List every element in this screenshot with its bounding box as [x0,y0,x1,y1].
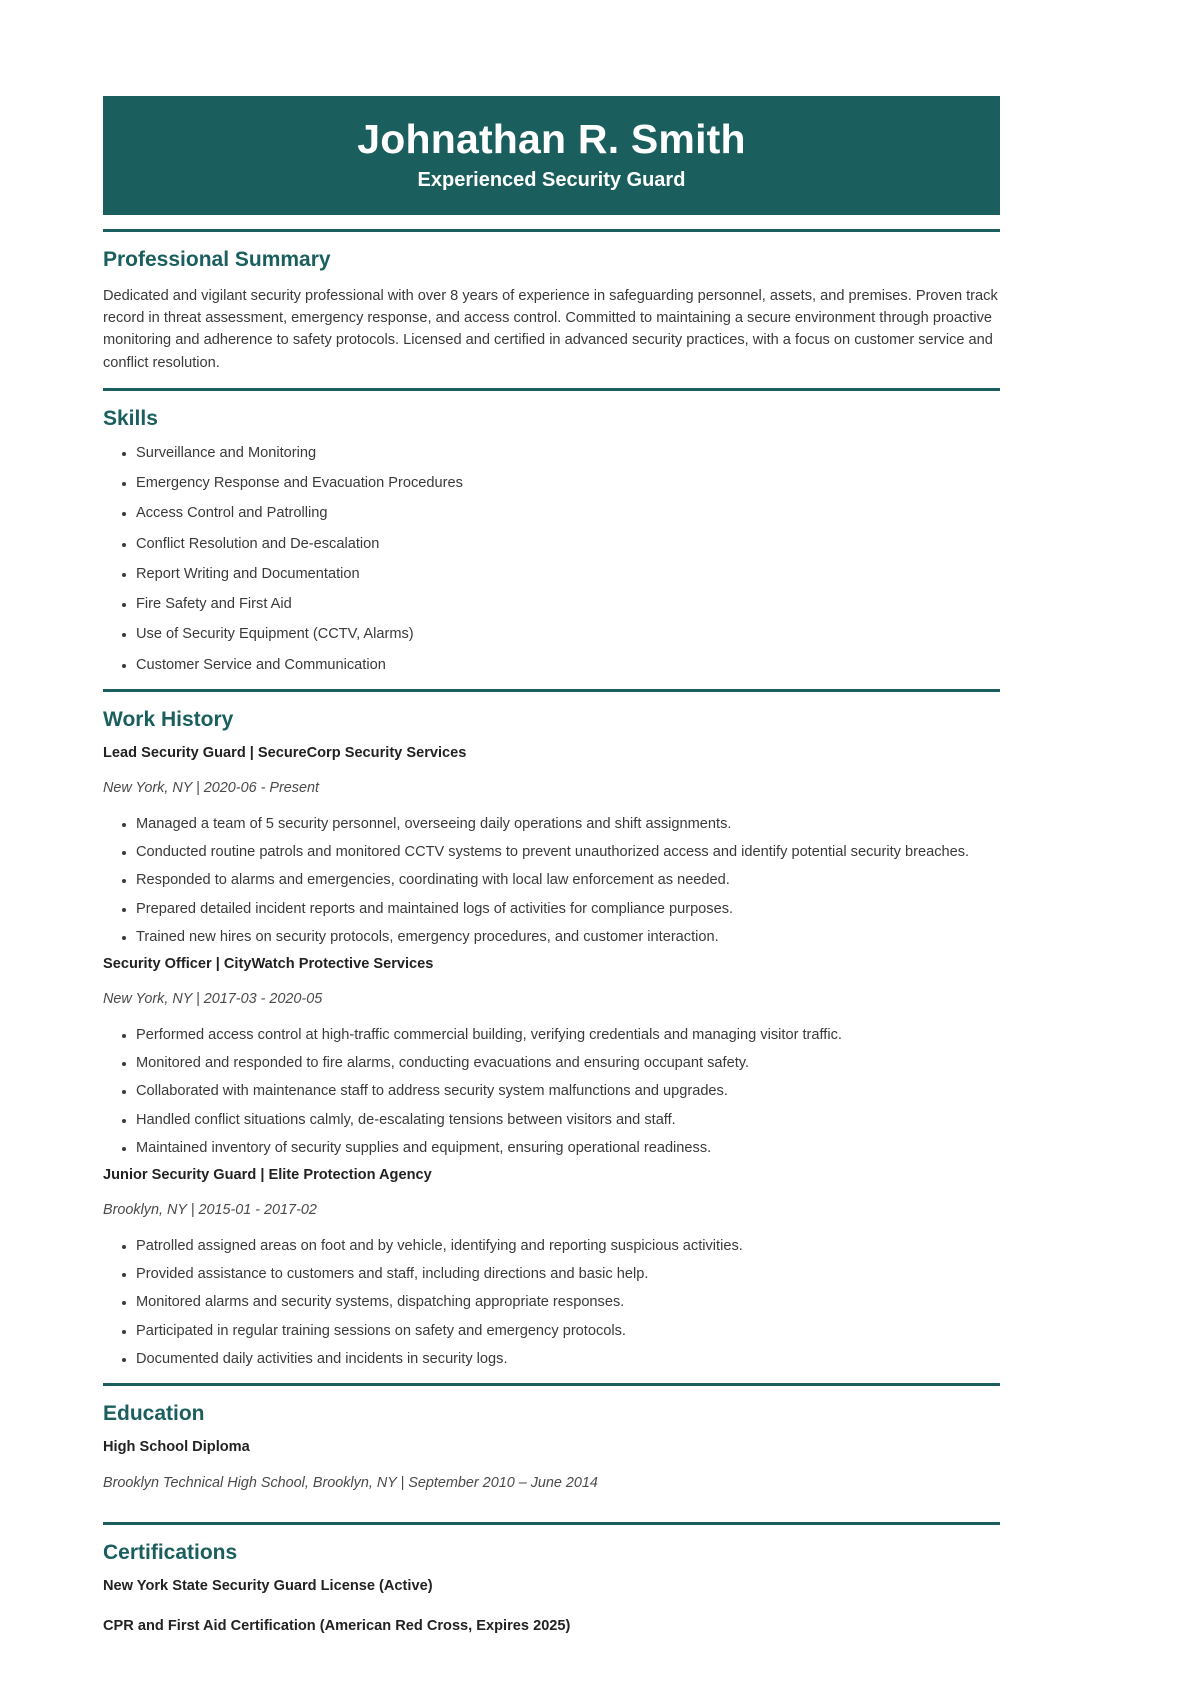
candidate-name: Johnathan R. Smith [357,116,746,162]
section-divider [103,229,1000,232]
job-bullet-list [103,1237,1000,1369]
job-bullet: Monitored and responded to fire alarms, conducting evacuations and ensuring occupant safety. [103,1054,1000,1073]
job-bullet: Monitored alarms and security systems, dispatching appropriate responses. [103,1293,1000,1312]
job-list [103,745,1000,1369]
job-bullet: Performed access control at high-traffic commercial building, verifying credentials and managing visitor traffic. [103,1026,1000,1045]
skill-item: Use of Security Equipment (CCTV, Alarms) [103,625,1000,644]
section-heading-certifications: Certifications [103,1540,238,1564]
job-entry [103,745,1000,947]
skill-item: Fire Safety and First Aid [103,595,1000,614]
job-bullet: Prepared detailed incident reports and maintained logs of activities for compliance purposes. [103,900,1000,919]
section-work-history [103,708,1000,1369]
section-professional-summary [103,248,1000,374]
section-divider [103,1522,1000,1525]
job-title: Junior Security Guard | Elite Protection Agency [103,1167,432,1184]
job-bullet: Maintained inventory of security supplies and equipment, ensuring operational readiness. [103,1139,1000,1158]
education-degree: High School Diploma [103,1439,250,1456]
section-heading-education: Education [103,1402,205,1426]
section-heading-summary: Professional Summary [103,248,331,272]
job-entry [103,1167,1000,1369]
job-bullet: Handled conflict situations calmly, de-escalating tensions between visitors and staff. [103,1111,1000,1130]
job-bullet: Documented daily activities and incidents in security logs. [103,1350,1000,1369]
section-skills [103,407,1000,675]
resume-header [103,96,1000,215]
certification-list [103,1578,1000,1635]
skill-item: Customer Service and Communication [103,656,1000,675]
job-meta: New York, NY | 2020-06 - Present [103,779,319,796]
section-divider [103,388,1000,391]
summary-text: Dedicated and vigilant security professional with over 8 years of experience in safeguarding personnel, assets, and premises. Proven track record in threat assessment, emergency response, and access control. Committed to maintaining a secure environment through proactive monitoring and adherence to safety protocols. Licensed and certified in advanced security practices, with a focus on customer service and conflict resolution. [103,288,998,371]
job-meta: Brooklyn, NY | 2015-01 - 2017-02 [103,1201,317,1218]
section-education [103,1402,1000,1508]
job-entry [103,956,1000,1158]
certification-item: CPR and First Aid Certification (American Red Cross, Expires 2025) [103,1617,571,1634]
job-bullet: Trained new hires on security protocols, emergency procedures, and customer interaction. [103,928,1000,947]
job-title: Security Officer | CityWatch Protective Services [103,956,434,973]
candidate-title: Experienced Security Guard [417,169,686,192]
job-bullet: Collaborated with maintenance staff to address security system malfunctions and upgrades. [103,1082,1000,1101]
skills-list [103,444,1000,675]
spacer [103,1498,1000,1508]
job-title: Lead Security Guard | SecureCorp Security Services [103,745,467,762]
section-divider [103,1383,1000,1386]
skill-item: Conflict Resolution and De-escalation [103,535,1000,554]
education-meta: Brooklyn Technical High School, Brooklyn, NY | September 2010 – June 2014 [103,1474,598,1491]
skill-item: Emergency Response and Evacuation Procedures [103,474,1000,493]
certification-item: New York State Security Guard License (Active) [103,1578,433,1595]
section-heading-work-history: Work History [103,707,234,731]
job-bullet: Managed a team of 5 security personnel, overseeing daily operations and shift assignments. [103,815,1000,834]
section-heading-skills: Skills [103,406,158,430]
section-divider [103,689,1000,692]
job-bullet: Participated in regular training sessions on safety and emergency protocols. [103,1322,1000,1341]
job-bullet: Conducted routine patrols and monitored CCTV systems to prevent unauthorized access and identify potential security breaches. [103,843,1000,862]
skill-item: Surveillance and Monitoring [103,444,1000,463]
section-certifications [103,1541,1000,1635]
job-bullet-list [103,815,1000,947]
job-bullet-list [103,1026,1000,1158]
job-bullet: Responded to alarms and emergencies, coordinating with local law enforcement as needed. [103,871,1000,890]
job-bullet: Patrolled assigned areas on foot and by vehicle, identifying and reporting suspicious activities. [103,1237,1000,1256]
job-meta: New York, NY | 2017-03 - 2020-05 [103,990,323,1007]
skill-item: Report Writing and Documentation [103,565,1000,584]
skill-item: Access Control and Patrolling [103,504,1000,523]
job-bullet: Provided assistance to customers and staff, including directions and basic help. [103,1265,1000,1284]
